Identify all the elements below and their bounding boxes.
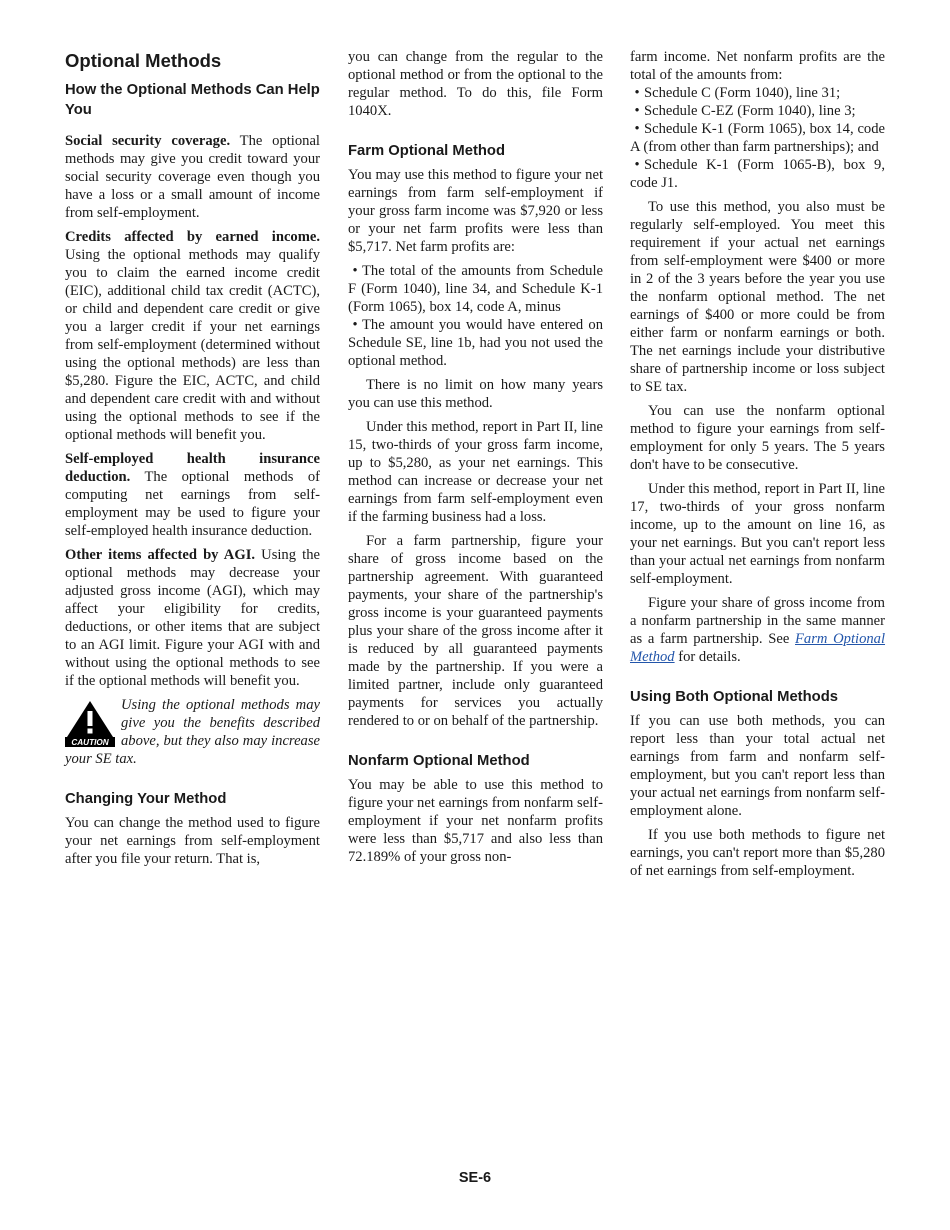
bullet-item: • The amount you would have entered on Schedule SE, line 1b, had you not used the optional method. [348, 317, 603, 369]
paragraph-continued: you can change from the regular to the optional method or from the optional to the regular method. To do this, file Form 1040X. [348, 49, 603, 119]
heading-nonfarm-optional: Nonfarm Optional Method [348, 753, 530, 769]
paragraph-farm-report: Under this method, report in Part II, line 15, two-thirds of your gross farm income, up to $5,280, as your net earnings. This method can increase or decrease your net earnings from farm self-employment even if the farming business had a loss. [348, 419, 603, 525]
lead-ss-coverage: Social security coverage. [65, 133, 231, 149]
paragraph-nonfarm-report: Under this method, report in Part II, line 17, two-thirds of your gross nonfarm income, up to the amount on line 16, as your net earnings. But you can't report less than your actual net earnings from nonfarm self-employment. [630, 481, 885, 587]
paragraph-health-insurance: Self-employed health insurance deduction. The optional methods of computing net earnings from self-employment may be used to figure your self-employed health insurance deduction. [65, 451, 320, 539]
column-1 [65, 48, 320, 874]
lead-credits: Credits affected by earned income. [65, 229, 320, 245]
paragraph-no-limit: There is no limit on how many years you can use this method. [348, 377, 603, 411]
caution-note [65, 696, 320, 768]
bullet-item: • Schedule C-EZ (Form 1040), line 3; [634, 103, 856, 119]
column-3 [630, 48, 885, 886]
paragraph-regularly-self-employed: To use this method, you also must be regularly self-employed. You meet this requirement if your actual net earnings from self-employment were $400 or more in 2 of the 3 years before the year you use the nonfarm optional method. The net earnings of $400 or more could be from either farm or nonfarm earnings or both. The net earnings include your distributive share of partnership income or loss subject to SE tax. [630, 199, 885, 395]
paragraph-both-methods: If you can use both methods, you can report less than your total actual net earnings from farm and nonfarm self-employment, but you can't report less than your actual net earnings from nonfarm self-employment alone. [630, 713, 885, 819]
subsection-title: How the Optional Methods Can Help You [65, 82, 320, 118]
paragraph-farm-partnership: For a farm partnership, figure your share of gross income based on the partnership agreement. With guaranteed payments, your share of the partnership's gross income is your guaranteed payments plus your share of the gross income after it is reduced by all guaranteed payments made by the partnership. If you were a limited partner, include only guaranteed payments for services you actually rendered to or on behalf of the partnership. [348, 533, 603, 729]
bullet-item: • Schedule K-1 (Form 1065-B), box 9, code J1. [630, 157, 885, 191]
bullet-item: • Schedule K-1 (Form 1065), box 14, code A (from other than farm partnerships); and [630, 121, 885, 155]
paragraph-nonfarm-partnership: Figure your share of gross income from a nonfarm partnership in the same manner as a farm partnership. See Farm Optional Method for details. [630, 595, 886, 665]
heading-farm-optional: Farm Optional Method [348, 143, 506, 159]
paragraph-both-methods-limit: If you use both methods to figure net earnings, you can't report more than $5,280 of net earnings from self-employment. [630, 827, 885, 879]
heading-both-methods: Using Both Optional Methods [630, 689, 838, 705]
paragraph-nonfarm-continued: farm income. Net nonfarm profits are the total of the amounts from: [630, 49, 885, 83]
paragraph-agi: Other items affected by AGI. Using the optional methods may decrease your adjusted gross income (AGI), which may affect your eligibility for credits, deductions, or other items that are subject to an AGI limit. Figure your AGI with and without using the optional methods to see if the optional methods will benefit you. [65, 547, 320, 689]
heading-changing-method: Changing Your Method [65, 791, 227, 807]
lead-agi: Other items affected by AGI. [65, 547, 256, 563]
caution-text: Using the optional methods may give you the benefits described above, but they also may increase your SE tax. [65, 697, 320, 767]
bullet-item: • Schedule C (Form 1040), line 31; [634, 85, 841, 101]
page-number: SE-6 [458, 1170, 492, 1186]
paragraph-farm-intro: You may use this method to figure your net earnings from farm self-employment if your gross farm income was $7,920 or less or your net farm profits were less than $5,717. Net farm profits are: [348, 167, 603, 255]
column-2 [348, 48, 603, 872]
section-title: Optional Methods [65, 50, 222, 71]
farm-optional-method-link[interactable]: Farm Optional Method [630, 631, 886, 665]
caution-label: CAUTION [71, 738, 109, 747]
paragraph-changing-method: You can change the method used to figure your net earnings from self-employment after you file your return. That is, [65, 815, 320, 867]
paragraph-five-years: You can use the nonfarm optional method to figure your earnings from self-employment for only 5 years. The 5 years don't have to be consecutive. [630, 403, 885, 473]
bullet-item: • The total of the amounts from Schedule F (Form 1040), line 34, and Schedule K-1 (Form 1065), box 14, code A, minus [348, 263, 603, 315]
paragraph-ss-coverage: Social security coverage. The optional methods may give you credit toward your social security coverage even though you have a loss or a small amount of income from self-employment. [65, 133, 320, 221]
lead-health-insurance: Self-employed health insurance deduction. [65, 451, 320, 485]
caution-icon [65, 699, 115, 747]
paragraph-credits: Credits affected by earned income. Using the optional methods may qualify you to claim the earned income credit (EIC), additional child tax credit (ACTC), or child and dependent care credit or give you a larger credit if your net earnings from self-employment (determined without using the optional methods) are less than $5,280. Figure the EIC, ACTC, and child and dependent care credit with and without using the optional methods to see if the optional methods will benefit you. [65, 229, 320, 443]
paragraph-nonfarm-intro: You may be able to use this method to figure your net earnings from nonfarm self-employment if your net nonfarm profits were less than $5,717 and also less than 72.189% of your gross non- [348, 777, 603, 865]
